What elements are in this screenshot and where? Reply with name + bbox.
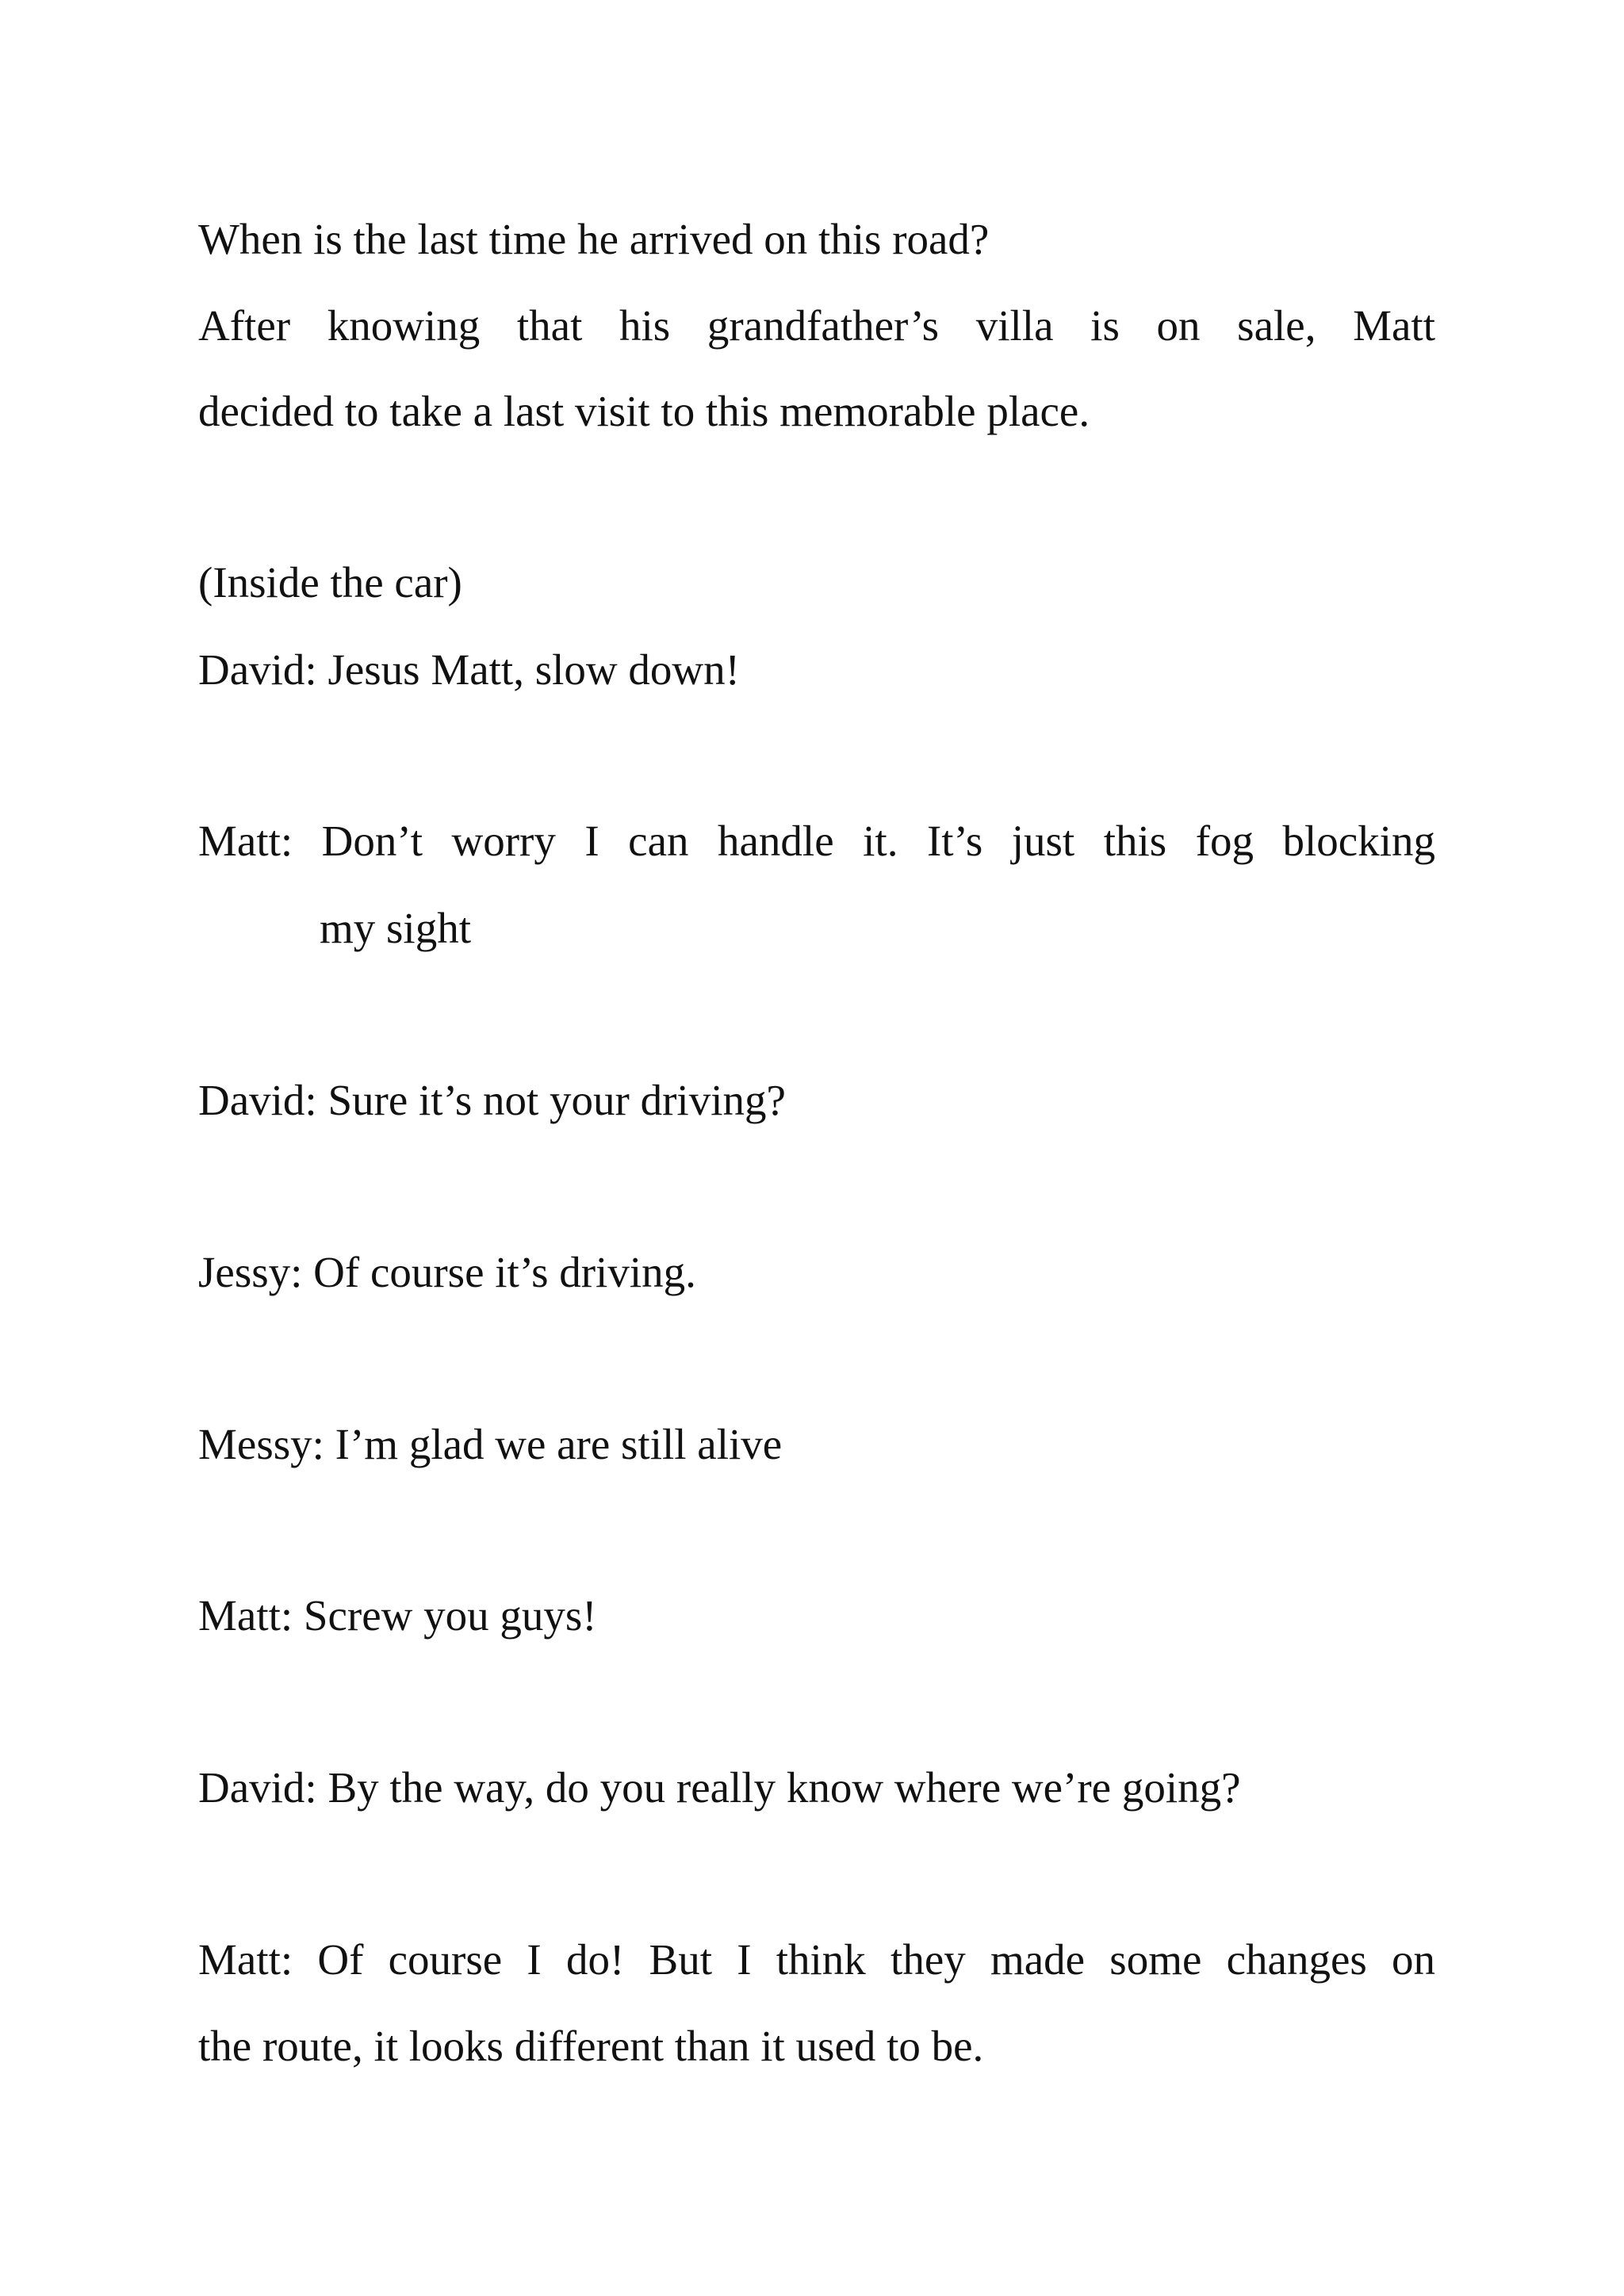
dialogue-david-2: David: Sure it’s not your driving? — [198, 1076, 786, 1124]
dialogue-messy: Messy: I’m glad we are still alive — [198, 1420, 783, 1468]
dialogue-matt-3: Matt: Of course I do! But I think they made some changes on — [198, 1935, 1435, 1984]
dialogue-matt-1-continued: my sight — [320, 904, 471, 952]
dialogue-jessy: Jessy: Of course it’s driving. — [198, 1248, 696, 1296]
dialogue-david-1: David: Jesus Matt, slow down! — [198, 645, 740, 694]
narration-line-2: After knowing that his grandfather’s villa is on sale, Matt — [198, 301, 1435, 350]
dialogue-matt-3-continued: the route, it looks different than it used to be. — [198, 2022, 984, 2070]
scene-heading: (Inside the car) — [198, 558, 462, 607]
narration-line-3: decided to take a last visit to this memorable place. — [198, 387, 1090, 435]
dialogue-matt-1: Matt: Don’t worry I can handle it. It’s just this fog blocking — [198, 817, 1435, 865]
dialogue-david-3: David: By the way, do you really know where we’re going? — [198, 1763, 1241, 1812]
dialogue-matt-2: Matt: Screw you guys! — [198, 1591, 597, 1640]
narration-line-1: When is the last time he arrived on this road? — [198, 215, 990, 263]
